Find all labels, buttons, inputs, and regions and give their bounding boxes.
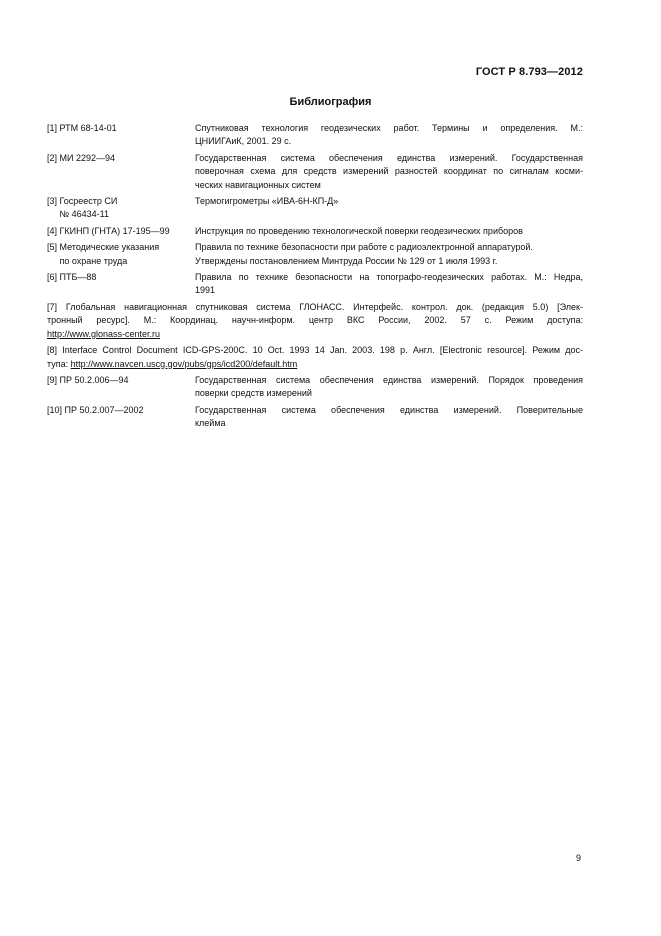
bib-ref <box>47 241 195 268</box>
bib-desc <box>195 122 583 149</box>
bib-ref <box>47 374 195 387</box>
bib-desc-line: Государственная система обеспечения единства измерений. Государственная <box>195 152 583 163</box>
bib-desc <box>195 225 583 238</box>
bib-ref <box>47 404 195 417</box>
bib-line: тронный ресурс]. М.: Координац. научн-информ. центр ВКС России, 2002. 57 с. Режим доступа: <box>47 315 583 326</box>
page-title: Библиография <box>289 96 372 108</box>
bibliography-list <box>47 122 583 434</box>
bib-entry-1 <box>47 122 583 149</box>
bib-desc-line: Инструкция по проведению технологической поверки геодезических приборов <box>195 225 523 236</box>
bib-desc-line: ЦНИИГАиК, 2001. 29 с. <box>195 136 292 147</box>
bib-desc-line: 1991 <box>195 285 216 296</box>
bib-ref-line: по охране труда <box>47 255 128 266</box>
bib-desc-line: Государственная система обеспечения единства измерений. Порядок проведения <box>195 374 583 385</box>
bib-entry-7 <box>47 301 583 341</box>
bib-desc-line: Правила по технике безопасности на топографо-геодезических работах. М.: Недра, <box>195 272 583 283</box>
bib-desc-line: Спутниковая технология геодезических работ. Термины и определения. М.: <box>195 123 583 133</box>
bib-entry-2 <box>47 152 583 192</box>
bib-entry-4 <box>47 225 583 238</box>
bib-ref-line: [5] Методические указания <box>47 242 160 253</box>
bib-line: [7] Глобальная навигационная спутниковая система ГЛОНАСС. Интерфейс. контрол. док. (редакция 5.0) [Элек- <box>47 301 583 312</box>
bib-ref <box>47 195 195 222</box>
bib-entry-8 <box>47 344 583 371</box>
page-number: 9 <box>576 853 582 863</box>
navcen-link[interactable]: http://www.navcen.uscg.gov/pubs/gps/icd200/default.htm <box>70 358 298 369</box>
bib-desc <box>195 374 583 401</box>
bib-ref-line: [3] Госреестр СИ <box>47 196 118 207</box>
glonass-link[interactable]: http://www.glonass-center.ru <box>47 328 161 339</box>
bib-desc-line: клейма <box>195 418 226 429</box>
bib-entry-6 <box>47 271 583 298</box>
bib-desc-line: ческих навигационных систем <box>195 179 321 190</box>
bib-ref <box>47 122 195 135</box>
bib-line-prefix: тупа: <box>47 358 71 369</box>
standard-designation: ГОСТ Р 8.793—2012 <box>475 66 583 78</box>
bib-desc-line: поверочная схема для средств измерений разностей координат по сигналам косми- <box>195 166 583 177</box>
bib-ref <box>47 152 195 165</box>
bib-desc <box>195 195 583 208</box>
bib-desc-line: Государственная система обеспечения единства измерений. Поверительные <box>195 404 583 415</box>
bib-ref-line: № 46434-11 <box>47 209 110 220</box>
bib-desc-line: Утверждены постановлением Минтруда России № 129 от 1 июля 1993 г. <box>195 255 498 266</box>
bib-ref-line: [9] ПР 50.2.006—94 <box>47 374 129 385</box>
bib-entry-10 <box>47 404 583 431</box>
bib-entry-3 <box>47 195 583 222</box>
bib-desc-line: Правила по технике безопасности при работе с радиоэлектронной аппаратурой. <box>195 242 533 253</box>
bib-ref-line: [4] ГКИНП (ГНТА) 17-195—99 <box>47 225 170 236</box>
bib-ref <box>47 271 195 284</box>
bib-desc-line: поверки средств измерений <box>195 388 312 399</box>
bib-line: [8] Interface Control Document ICD-GPS-200C. 10 Oct. 1993 14 Jan. 2003. 198 p. Англ. [Electronic resource]. Режим дос- <box>47 345 583 356</box>
bib-ref-line: [1] РТМ 68-14-01 <box>47 123 117 133</box>
bib-entry-5 <box>47 241 583 268</box>
bib-entry-9 <box>47 374 583 401</box>
bib-desc <box>195 404 583 431</box>
bib-desc-line: Термогигрометры «ИВА-6Н-КП-Д» <box>195 196 339 207</box>
bib-ref-line: [10] ПР 50.2.007—2002 <box>47 404 144 415</box>
bib-desc <box>195 152 583 192</box>
bib-desc <box>195 271 583 298</box>
bib-desc <box>195 241 583 268</box>
bib-ref <box>47 225 195 238</box>
bib-ref-line: [2] МИ 2292—94 <box>47 152 116 163</box>
bib-ref-line: [6] ПТБ—88 <box>47 272 97 283</box>
